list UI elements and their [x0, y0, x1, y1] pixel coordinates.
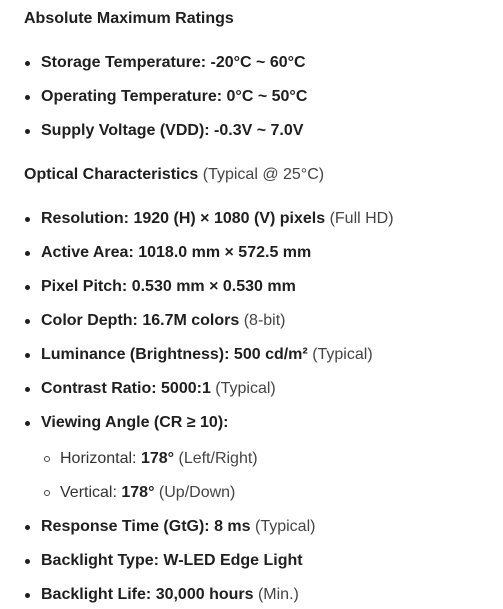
item-value: -20°C ~ 60°C [210, 54, 306, 71]
item-value: 8 ms [214, 518, 251, 535]
item-label: Pixel Pitch: [41, 278, 128, 295]
item-label: Active Area: [41, 244, 134, 261]
subitem-label: Horizontal: [60, 450, 137, 467]
list-item-pixel-pitch [41, 277, 296, 297]
item-label: Supply Voltage (VDD): [41, 122, 210, 139]
item-label: Response Time (GtG): [41, 518, 210, 535]
item-note: (8-bit) [243, 312, 286, 329]
section-title-text: Optical Characteristics [24, 166, 199, 183]
item-value: -0.3V ~ 7.0V [214, 122, 304, 139]
sublist-item-horizontal [60, 449, 258, 469]
subitem-label: Vertical: [60, 484, 117, 501]
list-item-storage-temperature [41, 53, 306, 73]
item-value: 30,000 hours [155, 586, 254, 603]
item-note: (Min.) [257, 586, 299, 603]
item-value: 16.7M colors [142, 312, 240, 329]
item-note: (Typical) [215, 380, 276, 397]
item-label: Storage Temperature: [41, 54, 207, 71]
subitem-note: (Left/Right) [178, 450, 258, 467]
list-item-response-time [41, 517, 315, 537]
item-value: W-LED Edge Light [163, 552, 303, 569]
list-item-backlight-type [41, 551, 303, 571]
item-value: 1018.0 mm × 572.5 mm [138, 244, 312, 261]
item-note: (Full HD) [329, 210, 394, 227]
list-item-luminance [41, 345, 373, 365]
sublist-item-vertical [60, 483, 235, 503]
item-label: Color Depth: [41, 312, 138, 329]
list-item-supply-voltage [41, 121, 303, 141]
item-value: 1920 (H) × 1080 (V) pixels [133, 210, 326, 227]
item-label: Backlight Life: [41, 586, 152, 603]
item-note: (Typical) [255, 518, 316, 535]
list-item-color-depth [41, 311, 286, 331]
subitem-note: (Up/Down) [158, 484, 236, 501]
list-item-backlight-life [41, 585, 299, 605]
subitem-value: 178° [140, 450, 175, 467]
section-title-text: Absolute Maximum Ratings [24, 10, 234, 27]
item-label: Backlight Type: [41, 552, 159, 569]
item-label: Resolution: [41, 210, 129, 227]
list-item-contrast-ratio [41, 379, 276, 399]
section-title-optical [24, 165, 324, 185]
item-value: 0.530 mm × 0.530 mm [131, 278, 296, 295]
list-item-viewing-angle [41, 413, 228, 433]
list-item-active-area [41, 243, 311, 263]
item-value: 500 cd/m² [233, 346, 308, 363]
item-label: Viewing Angle (CR ≥ 10): [41, 414, 229, 431]
item-label: Luminance (Brightness): [41, 346, 230, 363]
item-label: Contrast Ratio: [41, 380, 157, 397]
section-title-note: (Typical @ 25°C) [202, 166, 325, 183]
item-value: 5000:1 [161, 380, 211, 397]
subitem-value: 178° [121, 484, 155, 501]
item-label: Operating Temperature: [41, 88, 223, 105]
section-title-absolute-max [24, 9, 234, 29]
item-note: (Typical) [312, 346, 373, 363]
item-value: 0°C ~ 50°C [226, 88, 308, 105]
list-item-resolution [41, 209, 394, 229]
list-item-operating-temperature [41, 87, 307, 107]
